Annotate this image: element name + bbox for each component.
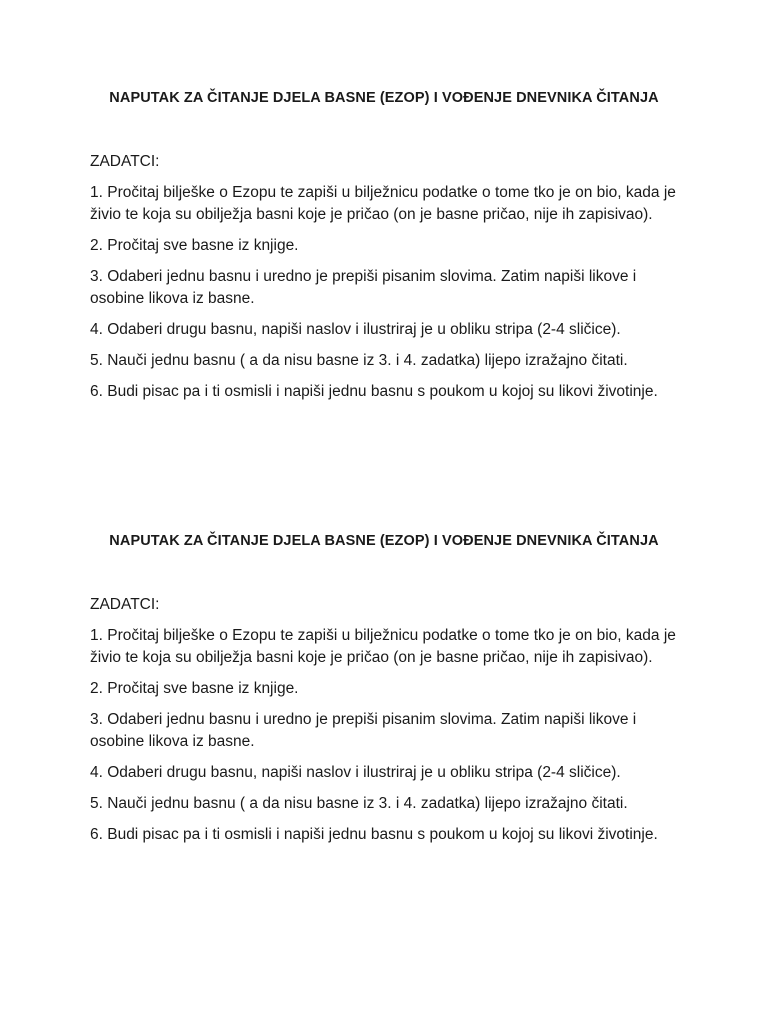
task-item-2: 2. Pročitaj sve basne iz knjige. bbox=[90, 680, 299, 697]
section-title: NAPUTAK ZA ČITANJE DJELA BASNE (EZOP) I VOĐENJE DNEVNIKA ČITANJA bbox=[109, 533, 659, 549]
instruction-section-2 bbox=[90, 531, 690, 846]
task-item-5: 5. Nauči jednu basnu ( a da nisu basne iz 3. i 4. zadatka) lijepo izražajno čitati. bbox=[90, 352, 628, 369]
task-item-1: 1. Pročitaj bilješke o Ezopu te zapiši u bilježnicu podatke o tome tko je on bio, kada je živio te koja su obilježja basni koje je pričao (on je basne pričao, nije ih zapisivao). bbox=[90, 627, 676, 666]
task-item-4: 4. Odaberi drugu basnu, napiši naslov i ilustriraj je u obliku stripa (2-4 sličice). bbox=[90, 321, 621, 338]
task-item-1: 1. Pročitaj bilješke o Ezopu te zapiši u bilježnicu podatke o tome tko je on bio, kada je živio te koja su obilježja basni koje je pričao (on je basne pričao, nije ih zapisivao). bbox=[90, 184, 676, 223]
task-item-6: 6. Budi pisac pa i ti osmisli i napiši jednu basnu s poukom u kojoj su likovi životinje. bbox=[90, 383, 658, 400]
task-item-2: 2. Pročitaj sve basne iz knjige. bbox=[90, 237, 299, 254]
tasks-label: ZADATCI: bbox=[90, 596, 160, 613]
task-item-5: 5. Nauči jednu basnu ( a da nisu basne iz 3. i 4. zadatka) lijepo izražajno čitati. bbox=[90, 795, 628, 812]
tasks-label: ZADATCI: bbox=[90, 153, 160, 170]
instruction-section-1 bbox=[90, 88, 690, 403]
task-item-6: 6. Budi pisac pa i ti osmisli i napiši jednu basnu s poukom u kojoj su likovi životinje. bbox=[90, 826, 658, 843]
section-title: NAPUTAK ZA ČITANJE DJELA BASNE (EZOP) I VOĐENJE DNEVNIKA ČITANJA bbox=[109, 90, 659, 106]
task-item-3: 3. Odaberi jednu basnu i uredno je prepiši pisanim slovima. Zatim napiši likove i osobine likova iz basne. bbox=[90, 711, 637, 750]
task-item-3: 3. Odaberi jednu basnu i uredno je prepiši pisanim slovima. Zatim napiši likove i osobine likova iz basne. bbox=[90, 268, 637, 307]
task-item-4: 4. Odaberi drugu basnu, napiši naslov i ilustriraj je u obliku stripa (2-4 sličice). bbox=[90, 764, 621, 781]
